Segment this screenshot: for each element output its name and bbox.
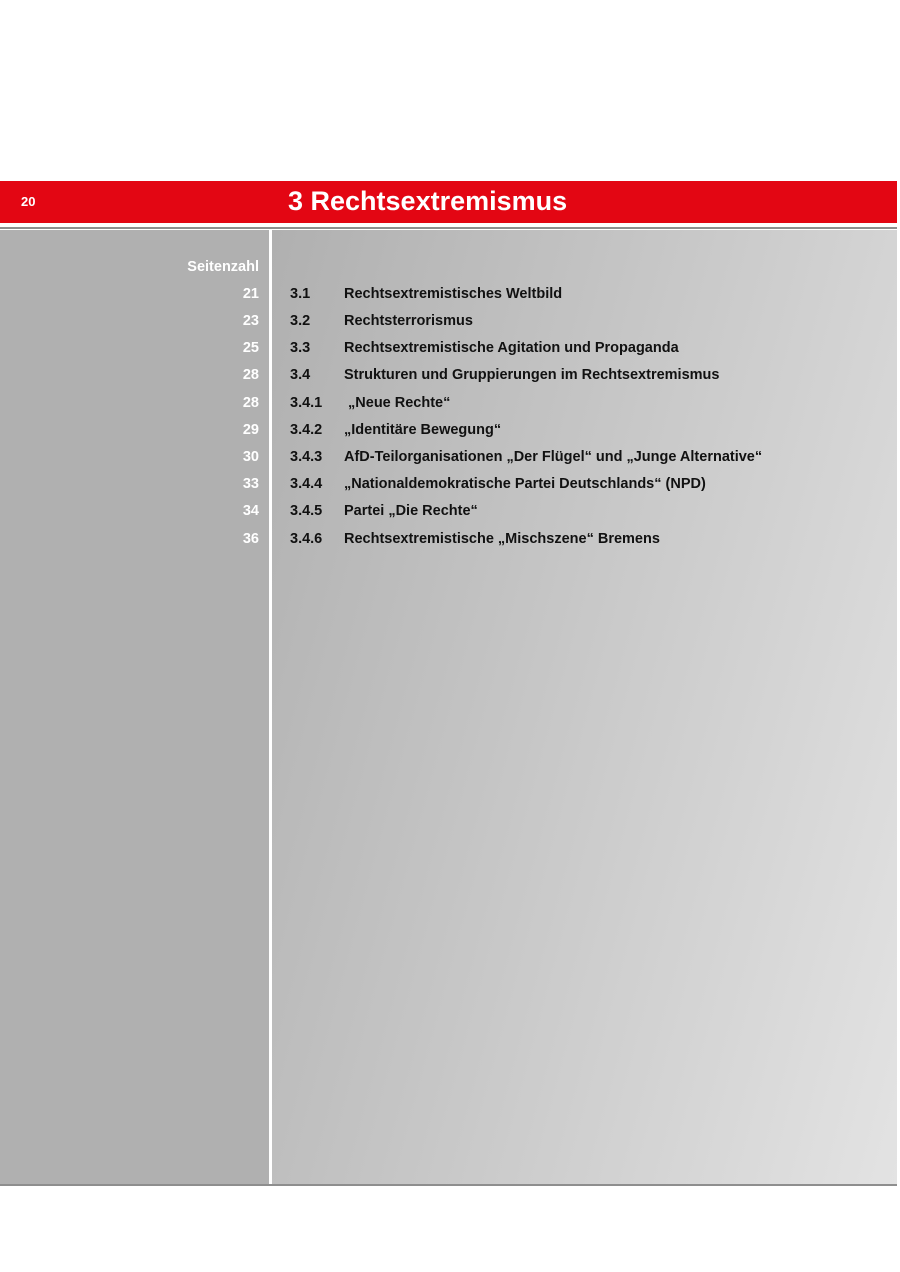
toc-entry[interactable]: [0, 476, 897, 496]
toc-entry-number: 3.4.3: [290, 449, 323, 465]
toc-entry-page: 29: [242, 422, 259, 438]
top-divider: [0, 227, 897, 229]
toc-entry[interactable]: [0, 503, 897, 523]
toc-entry-number: 3.4.2: [290, 422, 323, 438]
toc-entry-title[interactable]: „Neue Rechte“: [344, 395, 451, 411]
toc-entry-title[interactable]: Rechtsextremistisches Weltbild: [344, 286, 563, 302]
chapter-header-bar: [0, 181, 897, 223]
toc-entry[interactable]: [0, 313, 897, 333]
toc-entry-page: 36: [242, 531, 259, 547]
toc-entry-page: 30: [242, 449, 259, 465]
toc-entry-title[interactable]: „Nationaldemokratische Partei Deutschlands“ (NPD): [344, 476, 706, 492]
toc-entry-page: 21: [242, 286, 259, 302]
bottom-divider: [0, 1184, 897, 1186]
toc-entry-number: 3.4.1: [290, 395, 323, 411]
toc-entry-number: 3.3: [290, 340, 311, 356]
toc-entry[interactable]: [0, 340, 897, 360]
toc-entry-number: 3.1: [290, 286, 311, 302]
toc-entry-title[interactable]: „Identitäre Bewegung“: [344, 422, 502, 438]
toc-entry-title[interactable]: Rechtsextremistische „Mischszene“ Bremens: [344, 531, 660, 547]
toc-entry[interactable]: [0, 531, 897, 551]
toc-entry-number: 3.4: [290, 367, 311, 383]
toc-entry-title[interactable]: Strukturen und Gruppierungen im Rechtsextremismus: [344, 367, 720, 383]
toc-entry-number: 3.4.6: [290, 531, 323, 547]
toc-entry[interactable]: [0, 449, 897, 469]
toc-entry-title[interactable]: Rechtsextremistische Agitation und Propaganda: [344, 340, 679, 356]
toc-entry-title[interactable]: AfD-Teilorganisationen „Der Flügel“ und „Junge Alternative“: [344, 449, 763, 465]
toc-entry-page: 28: [242, 367, 259, 383]
page-number: 20: [21, 194, 36, 209]
toc-entry[interactable]: [0, 422, 897, 442]
chapter-title: 3 Rechtsextremismus: [288, 186, 568, 216]
toc-entry-number: 3.4.5: [290, 503, 323, 519]
toc-entry-title[interactable]: Partei „Die Rechte“: [344, 503, 478, 519]
toc-entry-title[interactable]: Rechtsterrorismus: [344, 313, 473, 329]
toc-entry[interactable]: [0, 367, 897, 387]
toc-entry-page: 23: [242, 313, 259, 329]
toc-entry-number: 3.2: [290, 313, 311, 329]
page-column-heading: Seitenzahl: [187, 259, 259, 275]
toc-entry-page: 28: [242, 395, 259, 411]
toc-entry[interactable]: [0, 286, 897, 306]
toc-entry-page: 34: [242, 503, 259, 519]
toc-entry[interactable]: [0, 395, 897, 415]
toc-entry-page: 25: [242, 340, 259, 356]
toc-entry-number: 3.4.4: [290, 476, 323, 492]
toc-entry-page: 33: [242, 476, 259, 492]
